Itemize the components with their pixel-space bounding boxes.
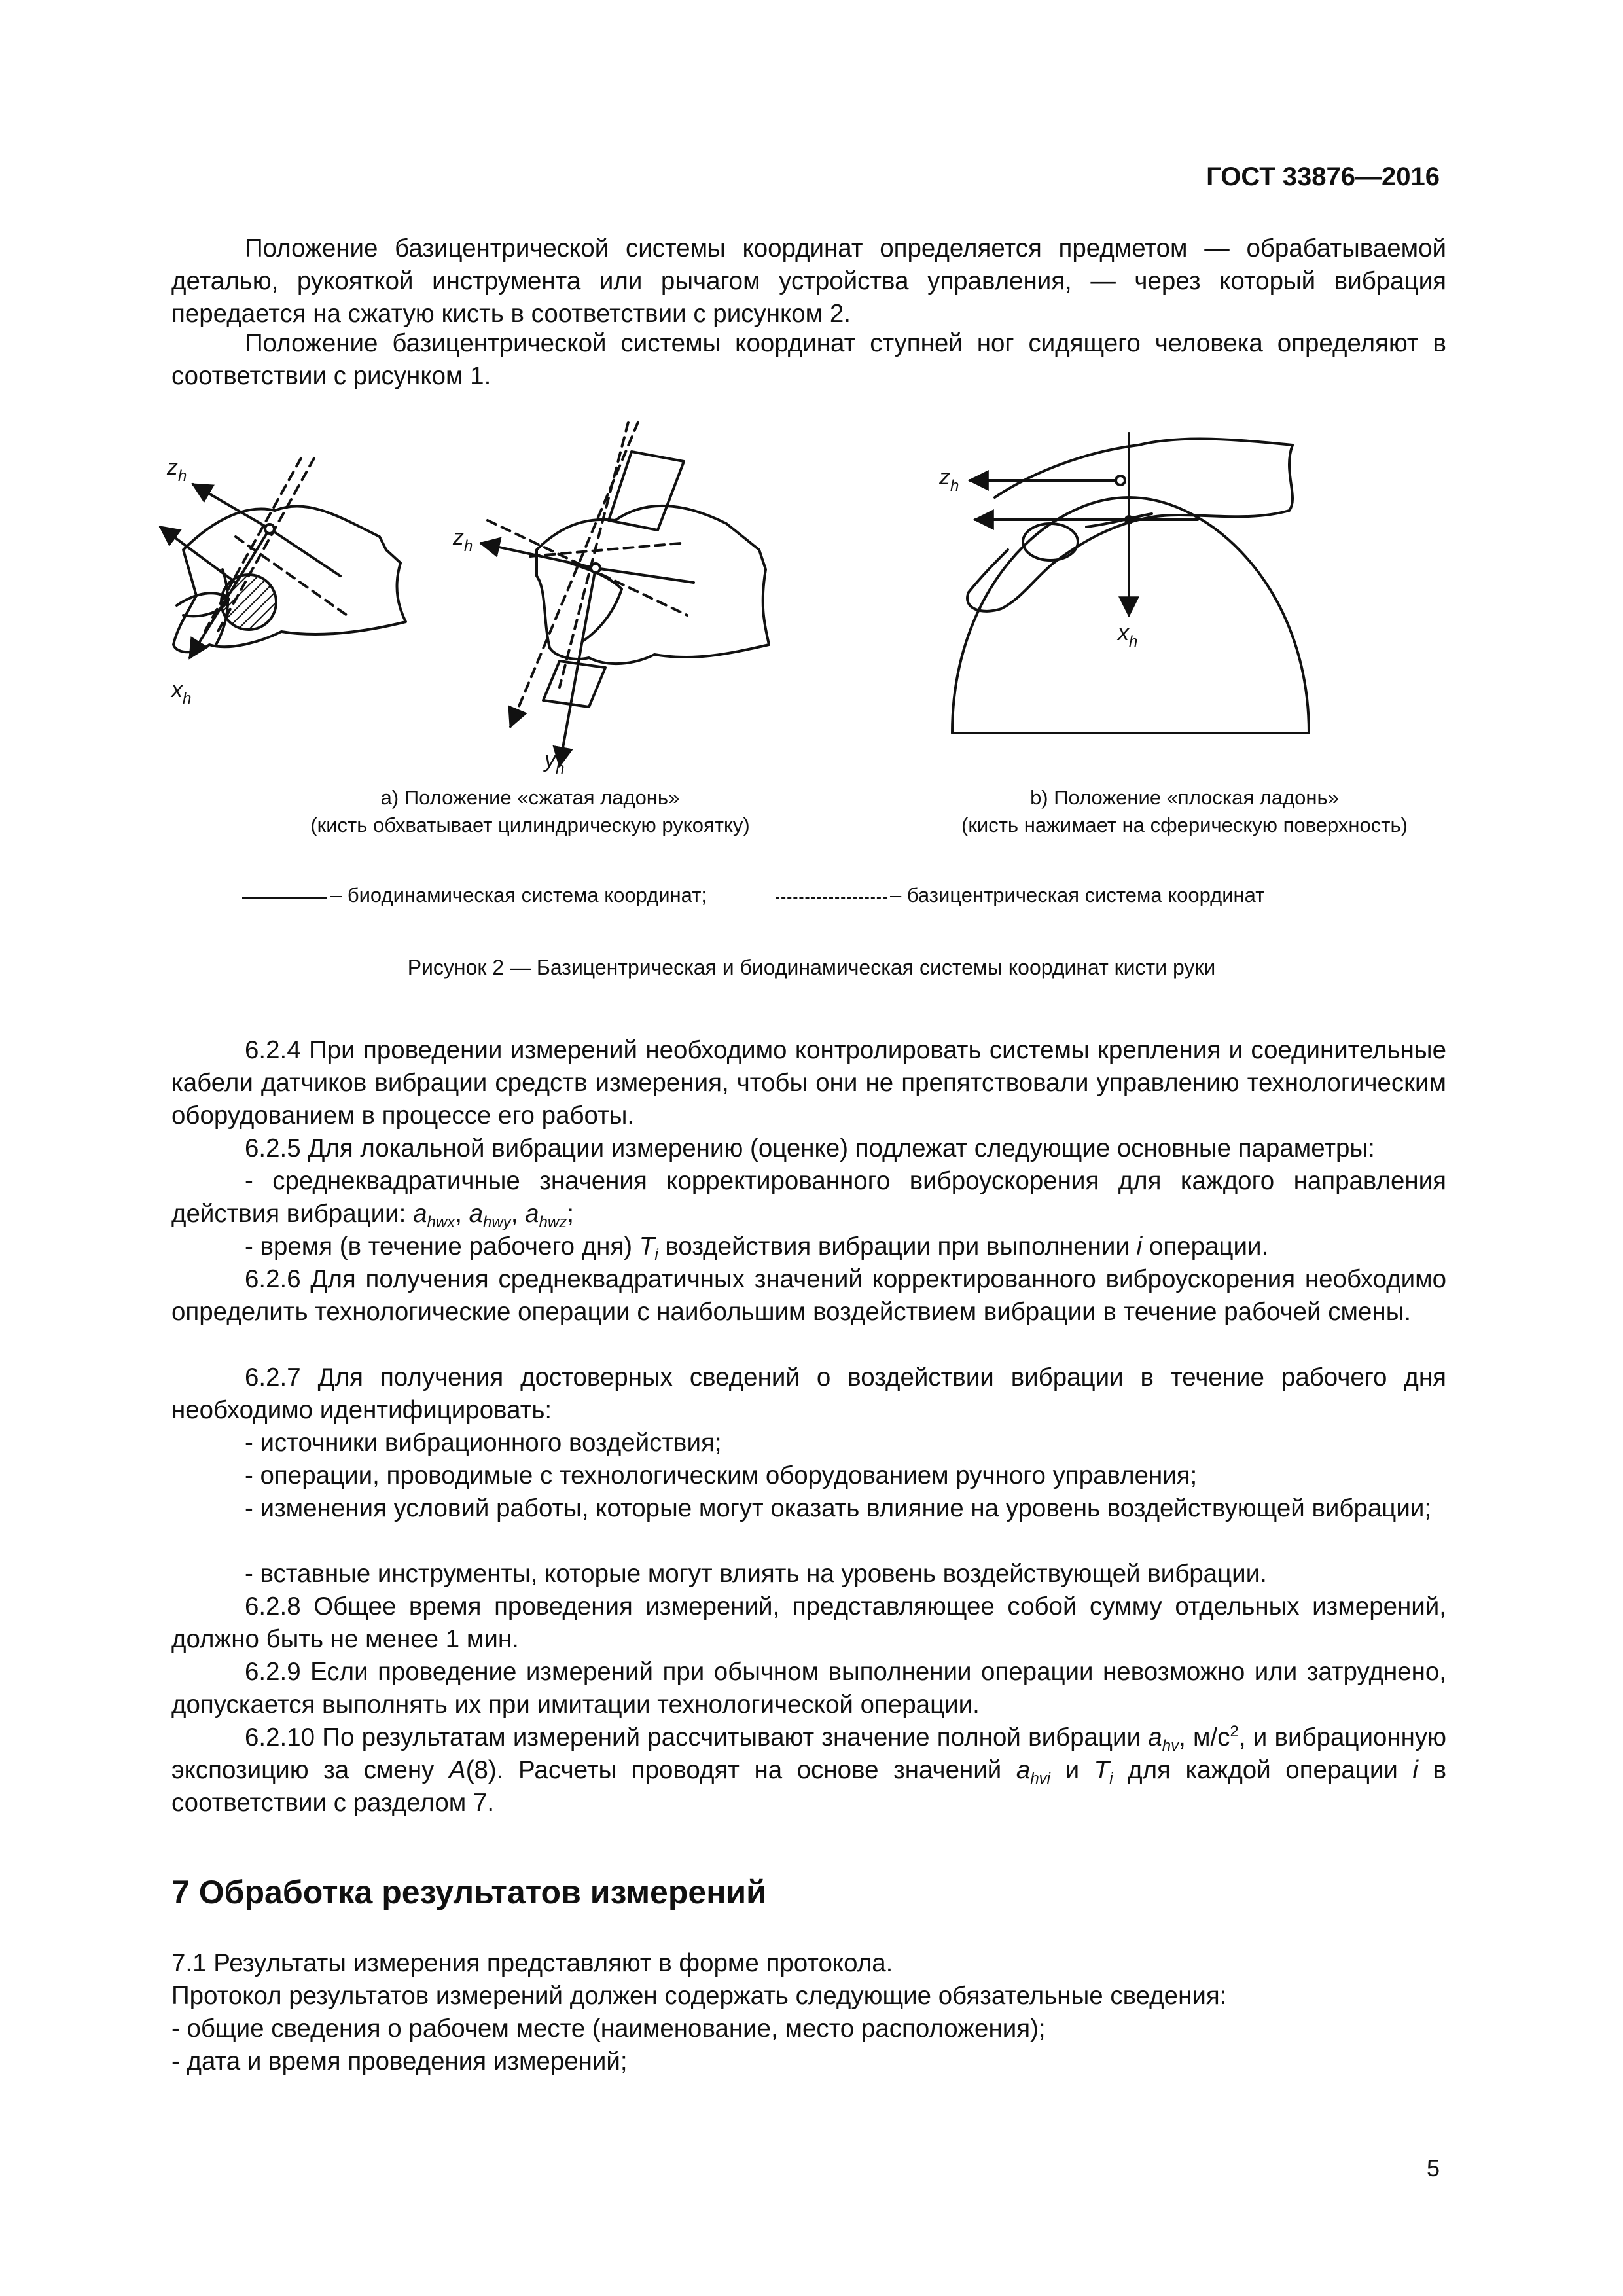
section-7-heading: 7 Обработка результатов измерений	[171, 1874, 766, 1910]
figure-caption-a	[196, 784, 864, 839]
clause-6-2-9: 6.2.9 Если проведение измерений при обычном выполнении операции невозможно или затруднено, допускается выполнять их при имитации технологической операции.	[171, 1658, 1446, 1719]
caption-a-line2: (кисть обхватывает цилиндрическую рукоятку)	[310, 814, 750, 836]
clause-6-2-7-item-1: - источники вибрационного воздействия;	[245, 1429, 722, 1457]
axis-z-label-b: $z_h$	[939, 465, 959, 495]
hand-grip-right-drawing	[537, 452, 769, 707]
intro-paragraph-2: Положение базицентрической системы координат ступней ног сидящего человека определяют в соответствии с рисунком 1.	[171, 329, 1446, 390]
axis-z-label-a1: $z_h$	[167, 455, 187, 485]
clause-6-2-6: 6.2.6 Для получения среднеквадратичных значений корректированного виброускорения необходимо определить технологические операции с наибольшим воздействием вибрации в течение рабочей смены.	[171, 1265, 1446, 1326]
legend-dashed-line	[776, 897, 887, 899]
clause-6-2-7-item-2: - операции, проводимые с технологическим оборудованием ручного управления;	[245, 1462, 1198, 1490]
axis-x-label-b: $x_h$	[1118, 620, 1138, 651]
axis-y-label-a2: $y_h$	[544, 747, 565, 778]
clause-6-2-5: 6.2.5 Для локальной вибрации измерению (оценке) подлежат следующие основные параметры:	[245, 1134, 1375, 1162]
clause-6-2-5-item-2: - время (в течение рабочего дня) $T_i$ воздействия вибрации при выполнении i операции.	[245, 1232, 1269, 1264]
axis-labels	[166, 455, 1137, 778]
clause-7-1: 7.1 Результаты измерения представляют в форме протокола.	[171, 1949, 893, 1977]
axis-x-label-a1: $x_h$	[171, 677, 192, 708]
clause-6-2-5-item-1: - среднеквадратичные значения корректированного виброускорения для каждого направления действия вибрации: $a_{hwx}$, $a_{hwy}$, $a_{hwz}$;	[171, 1167, 1446, 1231]
intro-paragraph-1: Положение базицентрической системы координат определяется предметом — обрабатываемой деталью, рукояткой инструмента или рычагом устройства управления, — через который вибрация передается на сжатую кисть в соответствии с рисунком 2.	[171, 234, 1446, 328]
clause-6-2-7-item-4: - вставные инструменты, которые могут влиять на уровень воздействующей вибрации.	[245, 1560, 1267, 1588]
clause-6-2-4: 6.2.4 При проведении измерений необходимо контролировать системы крепления и соединительные кабели датчиков вибрации средств измерения, чтобы они не препятствовали управлению технологическим оборудованием в процессе его работы.	[171, 1036, 1446, 1130]
clause-6-2-7-item-3: - изменения условий работы, которые могут оказать влияние на уровень воздействующей вибрации;	[245, 1494, 1432, 1522]
clause-7-1-item-2: - дата и время проведения измерений;	[171, 2047, 628, 2075]
clause-6-2-10: 6.2.10 По результатам измерений рассчитывают значение полной вибрации $a_{hv}$, $м/с^2$, и вибрационную экспозицию за смену A(8). Расчеты проводят на основе значений $a_{hvi}$ и $T_i$ для каждой операции i в соответствии с разделом 7.	[171, 1723, 1447, 1817]
figure-caption-b	[851, 784, 1518, 839]
hand-flat-palm-drawing	[952, 439, 1309, 733]
legend-solid-text: – биодинамическая система координат;	[330, 884, 707, 906]
clause-7-1-protocol: Протокол результатов измерений должен содержать следующие обязательные сведения:	[171, 1982, 1227, 2010]
figure-title: Рисунок 2 — Базицентрическая и биодинамическая системы координат кисти руки	[407, 956, 1216, 979]
legend-solid-line	[242, 897, 327, 899]
caption-b-line2: (кисть нажимает на сферическую поверхность)	[961, 814, 1408, 836]
clause-6-2-7: 6.2.7 Для получения достоверных сведений о воздействии вибрации в течение рабочего дня необходимо идентифицировать:	[171, 1363, 1446, 1424]
page-number: 5	[1426, 2155, 1440, 2181]
legend-dashed-text: – базицентрическая система координат	[890, 884, 1265, 906]
axis-z-label-a2: $z_h$	[453, 525, 473, 555]
document-id: ГОСТ 33876—2016	[1206, 162, 1440, 191]
clause-6-2-8: 6.2.8 Общее время проведения измерений, представляющее собой сумму отдельных измерений, должно быть не менее 1 мин.	[171, 1592, 1446, 1653]
caption-b-line1: b) Положение «плоская ладонь»	[1030, 786, 1339, 809]
figure-2-drawing	[0, 393, 1623, 1008]
caption-a-line1: а) Положение «сжатая ладонь»	[380, 786, 680, 809]
clause-7-1-item-1: - общие сведения о рабочем месте (наименование, место расположения);	[171, 2015, 1046, 2043]
